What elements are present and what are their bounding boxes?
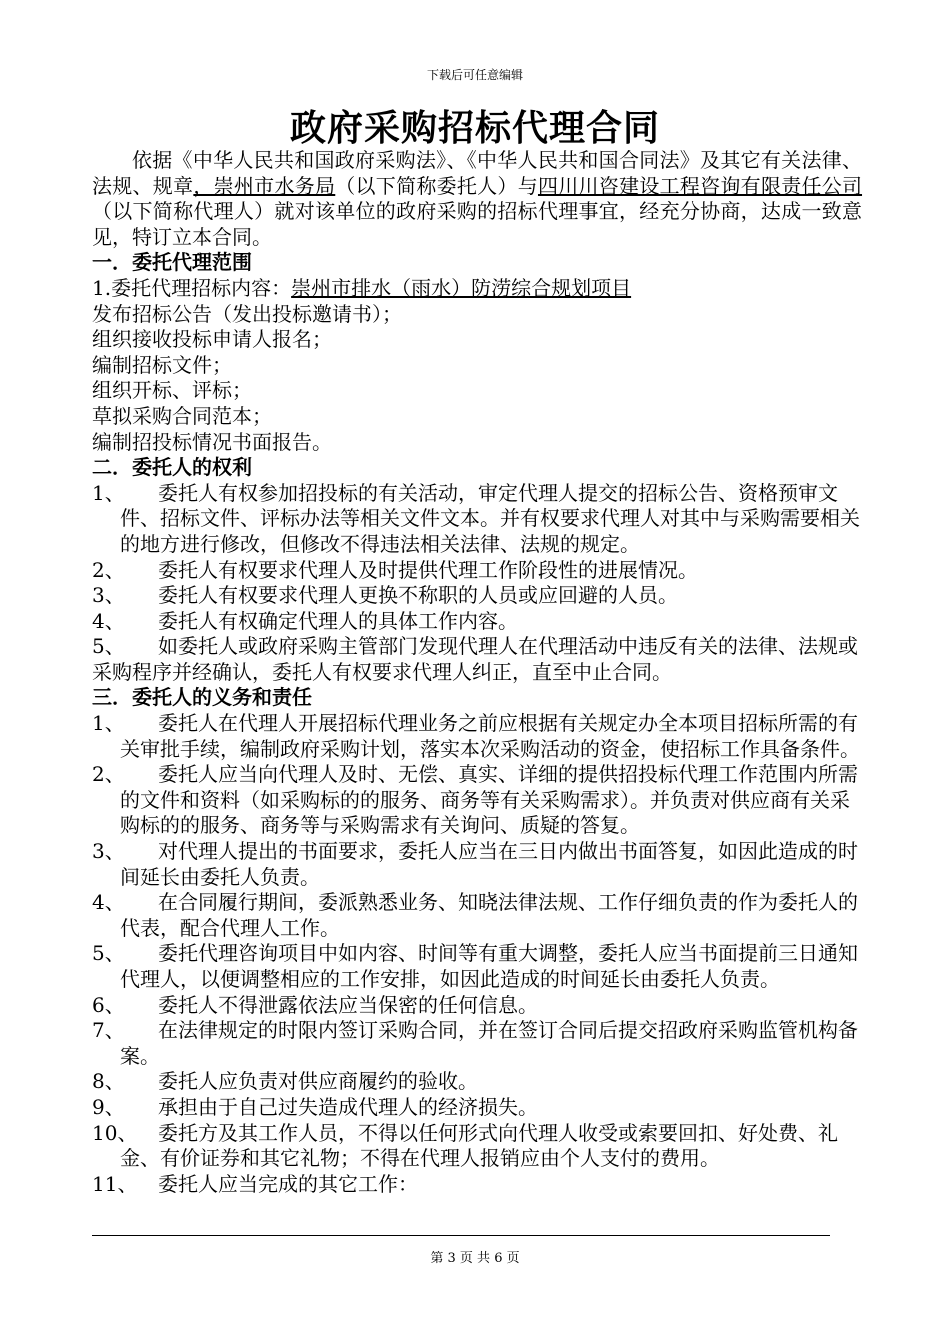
item-number: 6、 <box>92 992 125 1017</box>
item-text: 承担由于自己过失造成代理人的经济损失。 <box>158 1094 538 1119</box>
scope-item: 发布招标公告（发出投标邀请书）； <box>92 301 402 326</box>
duties-item <box>92 1172 862 1198</box>
item-text: 委托方及其工作人员，不得以任何形式向代理人收受或索要回扣、好处费、礼金、有价证券和其它礼物；不得在代理人报销应由个人支付的费用。 <box>120 1120 838 1171</box>
item-number: 2、 <box>92 557 125 582</box>
duties-item <box>92 993 862 1019</box>
duties-item <box>92 1018 862 1069</box>
scope-item: 编制招标文件； <box>92 352 232 377</box>
scope-label: 1.委托代理招标内容： <box>92 275 292 300</box>
rights-item <box>92 634 862 685</box>
scope-item: 草拟采购合同范本； <box>92 403 272 428</box>
document-title: 政府采购招标代理合同 <box>289 107 660 149</box>
intro-text-3: （以下简称代理人）就对该单位的政府采购的招标代理事宜，经充分协商，达成一致意见，特订立本合同。 <box>92 199 862 249</box>
rights-item <box>92 481 862 558</box>
item-number: 9、 <box>92 1094 125 1119</box>
item-text: 委托人应当完成的其它工作： <box>158 1171 418 1196</box>
item-number: 5、 <box>92 634 125 659</box>
scope-content-line <box>92 276 862 302</box>
rights-item <box>92 583 862 609</box>
item-text: 如委托人或政府采购主管部门发现代理人在代理活动中违反有关的法律、法规或采购程序并经确认，委托人有权要求代理人纠正，直至中止合同。 <box>92 634 858 684</box>
item-number: 4、 <box>92 890 125 915</box>
item-text: 在合同履行期间，委派熟悉业务、知晓法律法规、工作仔细负责的作为委托人的代表，配合代理人工作。 <box>120 890 858 940</box>
item-text: 在法律规定的时限内签订采购合同，并在签订合同后提交招政府采购监管机构备案。 <box>120 1018 858 1068</box>
item-number: 2、 <box>92 762 125 787</box>
rights-item <box>92 609 862 635</box>
duties-item <box>92 1121 862 1172</box>
scope-item: 组织接收投标申请人报名； <box>92 327 332 352</box>
agent-name: 四川川咨建设工程咨询有限责任公司 <box>537 173 863 198</box>
duties-item <box>92 941 862 992</box>
item-number: 1、 <box>92 711 125 736</box>
duties-item <box>92 711 862 762</box>
item-text: 委托人有权要求代理人及时提供代理工作阶段性的进展情况。 <box>158 557 698 582</box>
item-number: 3、 <box>92 583 125 608</box>
duties-item <box>92 890 862 941</box>
duties-item <box>92 1095 862 1121</box>
intro-paragraph <box>92 148 862 250</box>
item-text: 对代理人提出的书面要求，委托人应当在三日内做出书面答复，如因此造成的时间延长由委托人负责。 <box>120 839 858 889</box>
item-number: 10、 <box>92 1120 138 1145</box>
section-heading-rights: 二．委托人的权利 <box>92 455 252 480</box>
item-number: 3、 <box>92 839 125 864</box>
item-text: 委托人有权确定代理人的具体工作内容。 <box>158 608 518 633</box>
duties-item <box>92 839 862 890</box>
item-text: 委托人应负责对供应商履约的验收。 <box>158 1069 478 1094</box>
item-text: 委托人有权要求代理人更换不称职的人员或应回避的人员。 <box>158 583 678 608</box>
duties-item <box>92 762 862 839</box>
header-note: 下载后可任意编辑 <box>426 68 523 82</box>
scope-item: 组织开标、评标； <box>92 378 252 403</box>
section-heading-duties: 三．委托人的义务和责任 <box>92 685 312 710</box>
item-number: 1、 <box>92 480 125 505</box>
intro-text-2: （以下简称委托人）与 <box>335 173 538 198</box>
item-text: 委托人在代理人开展招标代理业务之前应根据有关规定办全本项目招标所需的有关审批手续，编制政府采购计划，落实本次采购活动的资金，使招标工作具备条件。 <box>120 711 860 761</box>
project-name: 崇州市排水（雨水）防涝综合规划项目 <box>291 275 632 300</box>
item-number: 11、 <box>92 1171 138 1196</box>
intro-text-1: 依据《中华人民共和国政府采购法》、《中华人民共和国合同法》及其它有关法律、法规、规章 <box>92 148 862 198</box>
rights-item <box>92 558 862 584</box>
item-text: 委托人应当向代理人及时、无偿、真实、详细的提供招投标代理工作范围内所需的文件和资料（如采购标的的服务、商务等有关采购需求）。并负责对供应商有关采购标的的服务、商务等与采购需求有关询问、质疑的答复。 <box>120 762 858 838</box>
duties-item <box>92 1069 862 1095</box>
item-number: 8、 <box>92 1069 125 1094</box>
section-heading-scope: 一．委托代理范围 <box>92 250 252 275</box>
item-number: 7、 <box>92 1018 125 1043</box>
item-text: 委托人有权参加招投标的有关活动，审定代理人提交的招标公告、资格预审文件、招标文件、评标办法等相关文件文本。并有权要求代理人对其中与采购需要相关的地方进行修改，但修改不得违法相关法律、法规的规定。 <box>120 480 860 556</box>
scope-item: 编制招投标情况书面报告。 <box>92 429 332 454</box>
contract-body <box>92 148 862 1197</box>
item-text: 委托代理咨询项目中如内容、时间等有重大调整，委托人应当书面提前三日通知代理人，以便调整相应的工作安排，如因此造成的时间延长由委托人负责。 <box>120 941 858 991</box>
page-number: 第 3 页 共 6 页 <box>430 1251 520 1266</box>
item-number: 4、 <box>92 608 125 633</box>
item-number: 5、 <box>92 941 125 966</box>
footer-rule <box>92 1235 830 1236</box>
client-name: ，崇州市水务局 <box>193 173 336 198</box>
item-text: 委托人不得泄露依法应当保密的任何信息。 <box>158 992 538 1017</box>
